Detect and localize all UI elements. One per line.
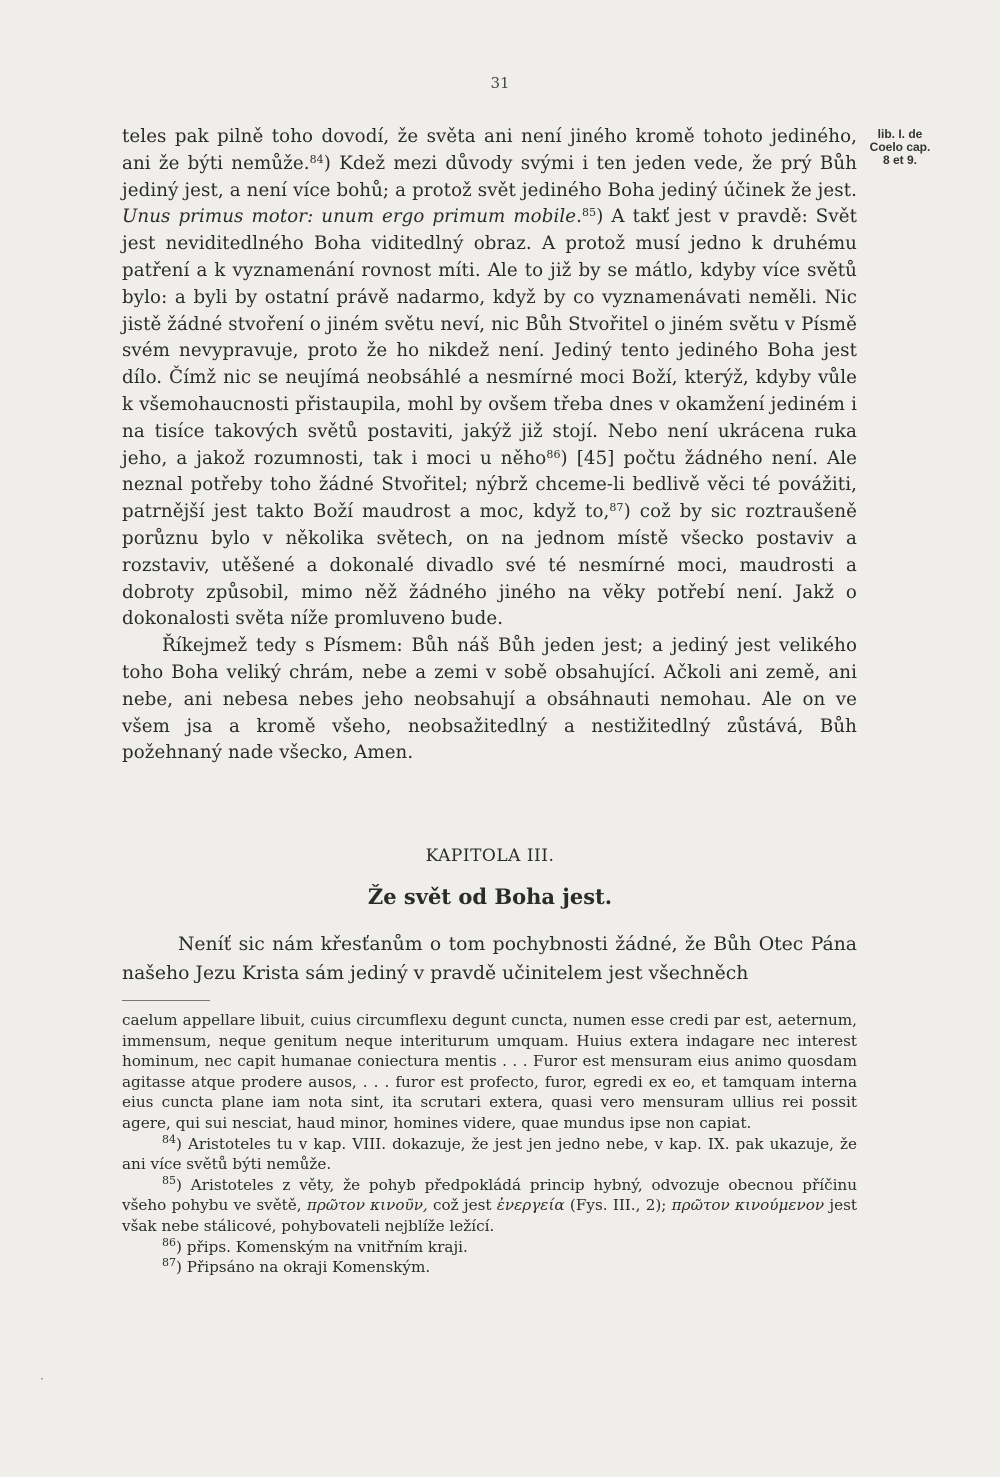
footnote-ref-84[interactable]: 84 xyxy=(309,152,324,166)
text-run: ) [45] počtu žádného není. Ale neznal potřeby toho žádné Stvořitel; nýbrž chceme-li bedlivě věci té povážiti, patrnější jest takto Boží maudrost a moc, když to, xyxy=(122,447,857,523)
footnote-continuation: caelum appellare libuit, cuius circumflexu degunt cuncta, numen esse credi par est, aeternum, immensum, neque genitum neque interiturum umquam. Huius extera indagare nec interest hominum, nec capit humanae coniectura mentis . . . Furor est mensuram eius animo quosdam agitasse atque prodere ausos, . . . furor est profecto, furor, egredi ex eo, et tamquam interna eius cuncta plane iam nota sint, ita scrutari extera, quasi vero mensuram ullius rei possit agere, qui sui nesciat, haud minor, homines videre, quae mundus ipse non capiat. xyxy=(122,1011,857,1132)
margin-note-line: Coelo cap. xyxy=(869,140,931,154)
chapter-title: Že svět od Boha jest. xyxy=(367,884,613,909)
margin-note-line: 8 et 9. xyxy=(882,153,918,167)
paragraph-2: Říkejmež tedy s Písmem: Bůh náš Bůh jeden jest; a jediný jest velikého toho Boha veliký chrám, nebe a zemi v sobě obsahující. Ačkoli ani země, ani nebe, ani nebesa nebes jeho neobsahují a obsáhnauti nemohau. Ale on ve všem jsa a kromě všeho, neobsažitedlný a nestižitedlný zůstává, Bůh požehnaný nade všecko, Amen. xyxy=(122,635,857,764)
chapter-text xyxy=(122,930,857,988)
footnote-85 xyxy=(122,1175,857,1237)
text-run: ) Kdež mezi důvody svými i ten jeden vede, že prý Bůh jediný jest, a není více bohů; a protož svět jediného Boha jediný účinek že jest. xyxy=(122,152,857,201)
greek-term: πρῶτον κινοῦν, xyxy=(306,1196,428,1215)
text-run: ) A takť jest v pravdě: Svět jest neviditedlného Boha viditedlný obraz. A protož musí jedno k druhému patření a k vyznamenání rovnost míti. Ale to již by se mátlo, kdyby více světů bylo: a byli by ostatní právě nadarmo, když by co vyznamenávati neměli. Nic jistě žádné stvoření o jiném světu neví, nic Bůh Stvořitel o jiném světu v Písmě svém nevypravuje, proto že ho nikdež není. Jediný tento jediného Boha jest dílo. Čímž nic se neujímá neobsáhlé a nesmírné moci Boží, kterýž, kdyby vůle k všemohaucnosti přistaupila, mohl by ovšem třeba dnes v okamžení jediném i na tisíce takových světů postaviti, jakýž již stojí. Nebo není ukrácena ruka jeho, a jakož rozumnosti, tak i moci u něho xyxy=(122,206,857,469)
greek-term: ἐνεργεία xyxy=(496,1196,565,1215)
footnote-text: ) Připsáno na okraji Komenským. xyxy=(176,1258,431,1277)
text-run: ) což by sic roztraušeně porůznu bylo v několika světech, on na jednom místě všecko postaviv a rozstaviv, utěšené a dokonalé divadlo své té nesmírné moci, maudrosti a dobroty způsobil, mimo něž žádného jiného na věky potřebí není. Jakž o dokonalosti světa níže promluveno bude. xyxy=(122,501,857,630)
latin-quote: Unus primus motor: unum ergo primum mobile. xyxy=(122,206,583,228)
main-text xyxy=(122,124,857,767)
greek-term: πρῶτον κινούμενον xyxy=(671,1196,825,1215)
margin-note-line: lib. I. de xyxy=(877,127,923,141)
footnote-text: ) Aristoteles tu v kap. VIII. dokazuje, že jest jen jedno nebe, v kap. IX. pak ukazuje, že ani více světů býti nemůže. xyxy=(122,1134,857,1174)
text-run: teles pak pilně toho dovodí, že světa ani není jiného kromě tohoto jediného, ani že býti nemůže. xyxy=(122,126,857,174)
footnote-86 xyxy=(122,1237,857,1258)
chapter-label: KAPITOLA III. xyxy=(425,846,555,866)
footnotes xyxy=(122,1010,857,1278)
footnote-divider xyxy=(122,1000,210,1001)
footnote-87 xyxy=(122,1257,857,1278)
footnote-ref-85[interactable]: 85 xyxy=(582,206,597,220)
footnote-text: což jest xyxy=(427,1196,497,1215)
paragraph-1 xyxy=(122,124,857,633)
footnote-ref-87[interactable]: 87 xyxy=(609,501,624,515)
footnote-text: ) Aristoteles z věty, že pohyb předpokládá princip hybný, odvozuje obecnou příčinu všeho pohybu ve světě, xyxy=(122,1175,857,1215)
footnote-text: (Fys. III., 2); xyxy=(564,1196,672,1215)
page-number: 31 xyxy=(490,74,510,92)
footnote-ref-86[interactable]: 86 xyxy=(546,447,561,461)
footnote-number: 86 xyxy=(162,1235,176,1249)
footnote-text: ) přips. Komenským na vnitřním kraji. xyxy=(176,1237,468,1256)
margin-note xyxy=(860,128,940,167)
footnote-text: jest však nebe stálicové, pohybovateli nejblíže ležící. xyxy=(122,1196,857,1235)
footnote-number: 85 xyxy=(162,1173,176,1187)
footnote-84 xyxy=(122,1134,857,1175)
scan-speck: · xyxy=(40,1372,44,1386)
footnote-number: 87 xyxy=(162,1256,176,1270)
chapter-paragraph: Neníť sic nám křesťanům o tom pochybnosti žádné, že Bůh Otec Pána našeho Jezu Krista sám jediný v pravdě učinitelem jest všechněch xyxy=(122,934,857,984)
footnote-number: 84 xyxy=(162,1132,176,1146)
